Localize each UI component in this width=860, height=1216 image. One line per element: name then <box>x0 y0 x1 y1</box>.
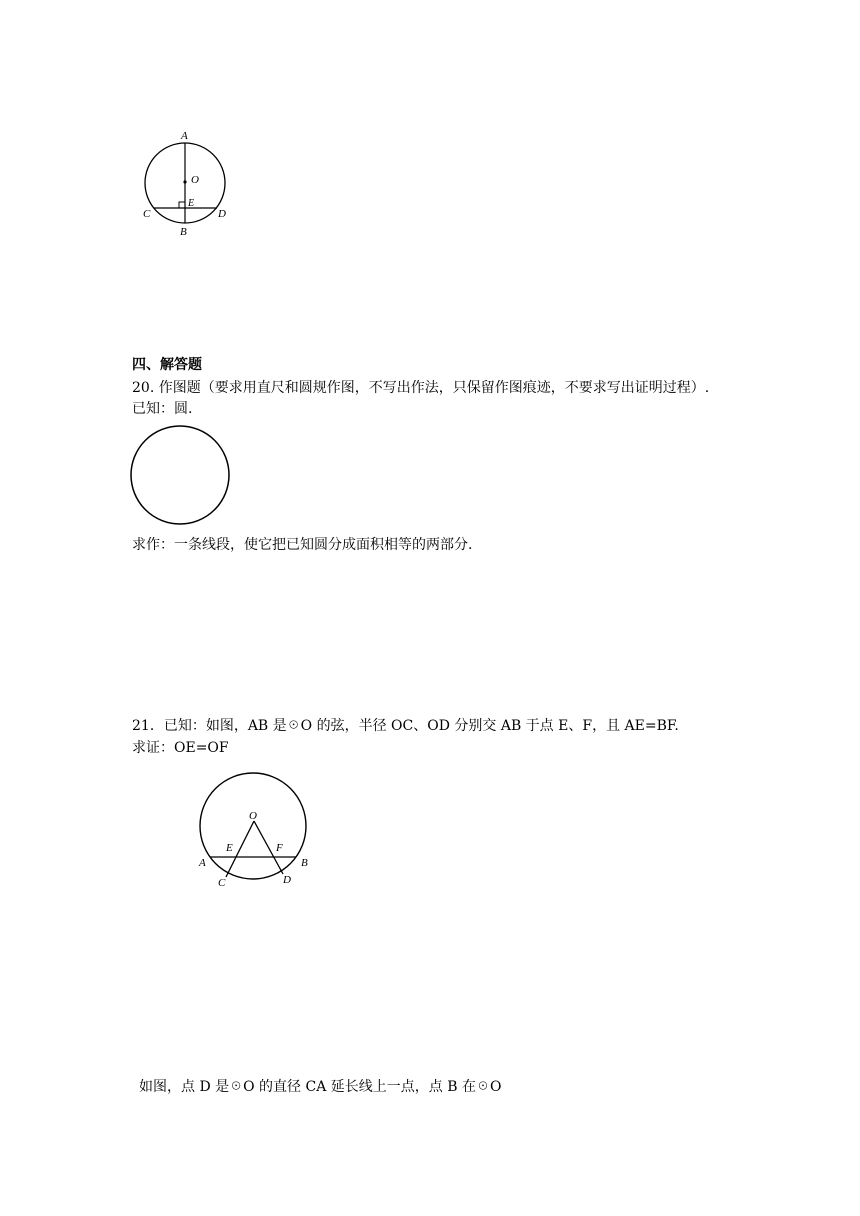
section-heading: 四、解答题 <box>132 357 202 373</box>
figure1-label-d: D <box>218 208 226 220</box>
q21-statement: 21．已知：如图，AB 是☉O 的弦，半径 OC、OD 分别交 AB 于点 E、F，且 AE=BF. <box>132 718 679 734</box>
figure2-label-d: D <box>283 874 291 886</box>
figure1-label-c: C <box>143 208 151 220</box>
q21-prove: 求证：OE=OF <box>132 740 229 756</box>
figure2-label-a: A <box>199 857 206 869</box>
figure2-circle <box>200 773 306 879</box>
figure1-label-o: O <box>191 174 199 186</box>
figure1-label-a: A <box>181 130 188 142</box>
figure1-label-b: B <box>180 226 187 238</box>
figure2-label-f: F <box>276 842 283 854</box>
figure2-label-c: C <box>218 877 226 889</box>
figure2-label-o: O <box>249 810 257 822</box>
figure1-label-e: E <box>188 198 195 209</box>
q22-statement: 如图，点 D 是☉O 的直径 CA 延长线上一点，点 B 在☉O <box>139 1079 502 1095</box>
q20-statement: 20. 作图题（要求用直尺和圆规作图，不写出作法，只保留作图痕迹，不要求写出证明过程）. <box>132 380 710 396</box>
figure2-label-e: E <box>226 842 233 854</box>
q20-task: 求作：一条线段，使它把已知圆分成面积相等的两部分. <box>132 537 473 553</box>
q20-given: 已知：圆. <box>132 401 193 417</box>
figure2-label-b: B <box>301 857 308 869</box>
